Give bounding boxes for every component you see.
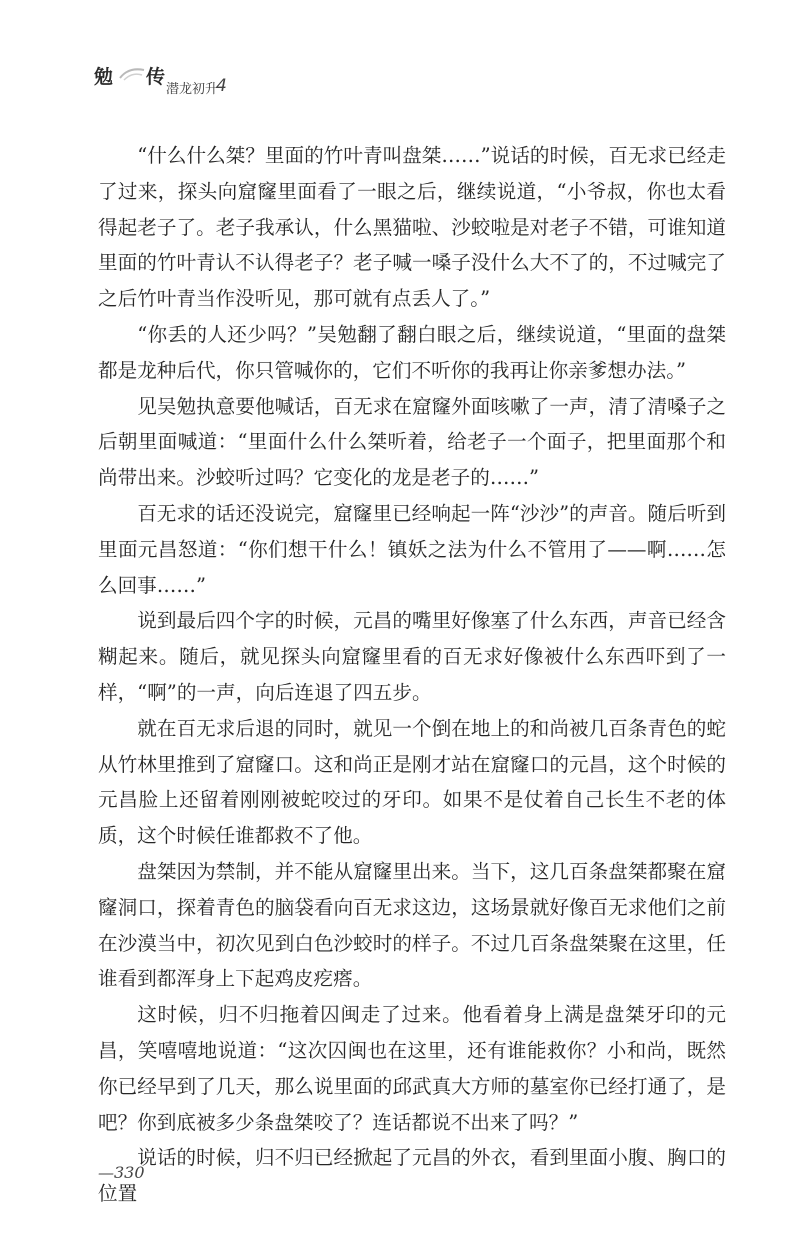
header-title-char-1: 勉 (94, 66, 114, 88)
paragraph: 说到最后四个字的时候，元昌的嘴里好像塞了什么东西，声音已经含糊起来。随后，就见探头向窟窿里看的百无求好像被什么东西吓到了一样，“啊”的一声，向后连退了四五步。 (98, 609, 726, 704)
paragraph: 百无求的话还没说完，窟窿里已经响起一阵“沙沙”的声音。随后听到里面元昌怒道：“你们想干什么！镇妖之法为什么不管用了——啊……怎么回事……” (98, 501, 726, 597)
header-title-char-2: 传 (146, 66, 166, 88)
paragraph: “什么什么桀？里面的竹叶青叫盘桀……”说话的时候，百无求已经走了过来，探头向窟窿里面看了一眼之后，继续说道，“小爷叔，你也太看得起老子了。老子我承认，什么黑猫啦、沙蛟啦是对老子不错，可谁知道里面的竹叶青认不认得老子？老子喊一嗓子没什么大不了的，不过喊完了之后竹叶青当作没听见，那可就有点丢人了。” (98, 144, 726, 311)
paragraph: 就在百无求后退的同时，就见一个倒在地上的和尚被几百条青色的蛇从竹林里推到了窟窿口。这和尚正是刚才站在窟窿口的元昌，这个时候的元昌脸上还留着刚刚被蛇咬过的牙印。如果不是仗着自己长生不老的体质，这个时候任谁都救不了他。 (98, 716, 726, 848)
paragraph: 见吴勉执意要他喊话，百无求在窟窿外面咳嗽了一声，清了清嗓子之后朝里面喊道：“里面什么什么桀听着，给老子一个面子，把里面那个和尚带出来。沙蛟听过吗？它变化的龙是老子的……” (98, 394, 726, 490)
page-number: —330 (98, 1163, 145, 1182)
brush-stroke-icon (118, 64, 146, 82)
running-header (94, 62, 294, 102)
paragraph: 这时候，归不归拖着囚闽走了过来。他看着身上满是盘桀牙印的元昌，笑嘻嘻地说道：“这次囚闽也在这里，还有谁能救你？小和尚，既然你已经早到了几天，那么说里面的邱武真大方师的墓室你已经打通了，是吧？你到底被多少条盘桀咬了？连话都说不出来了吗？” (98, 1003, 726, 1134)
paragraph: 说话的时候，归不归已经掀起了元昌的外衣，看到里面小腹、胸口的位置 (98, 1146, 726, 1206)
header-volume-number: 4 (216, 76, 227, 96)
paragraph: 盘桀因为禁制，并不能从窟窿里出来。当下，这几百条盘桀都聚在窟窿洞口，探着青色的脑袋看向百无求这边，这场景就好像百无求他们之前在沙漠当中，初次见到白色沙蛟时的样子。不过几百条盘桀聚在这里，任谁看到都浑身上下起鸡皮疙瘩。 (98, 859, 726, 991)
body-text (98, 138, 726, 1212)
paragraph: “你丢的人还少吗？”吴勉翻了翻白眼之后，继续说道，“里面的盘桀都是龙种后代，你只管喊你的，它们不听你的我再让你亲爹想办法。” (98, 322, 726, 382)
header-subtitle: 潜龙初升 (166, 82, 219, 97)
